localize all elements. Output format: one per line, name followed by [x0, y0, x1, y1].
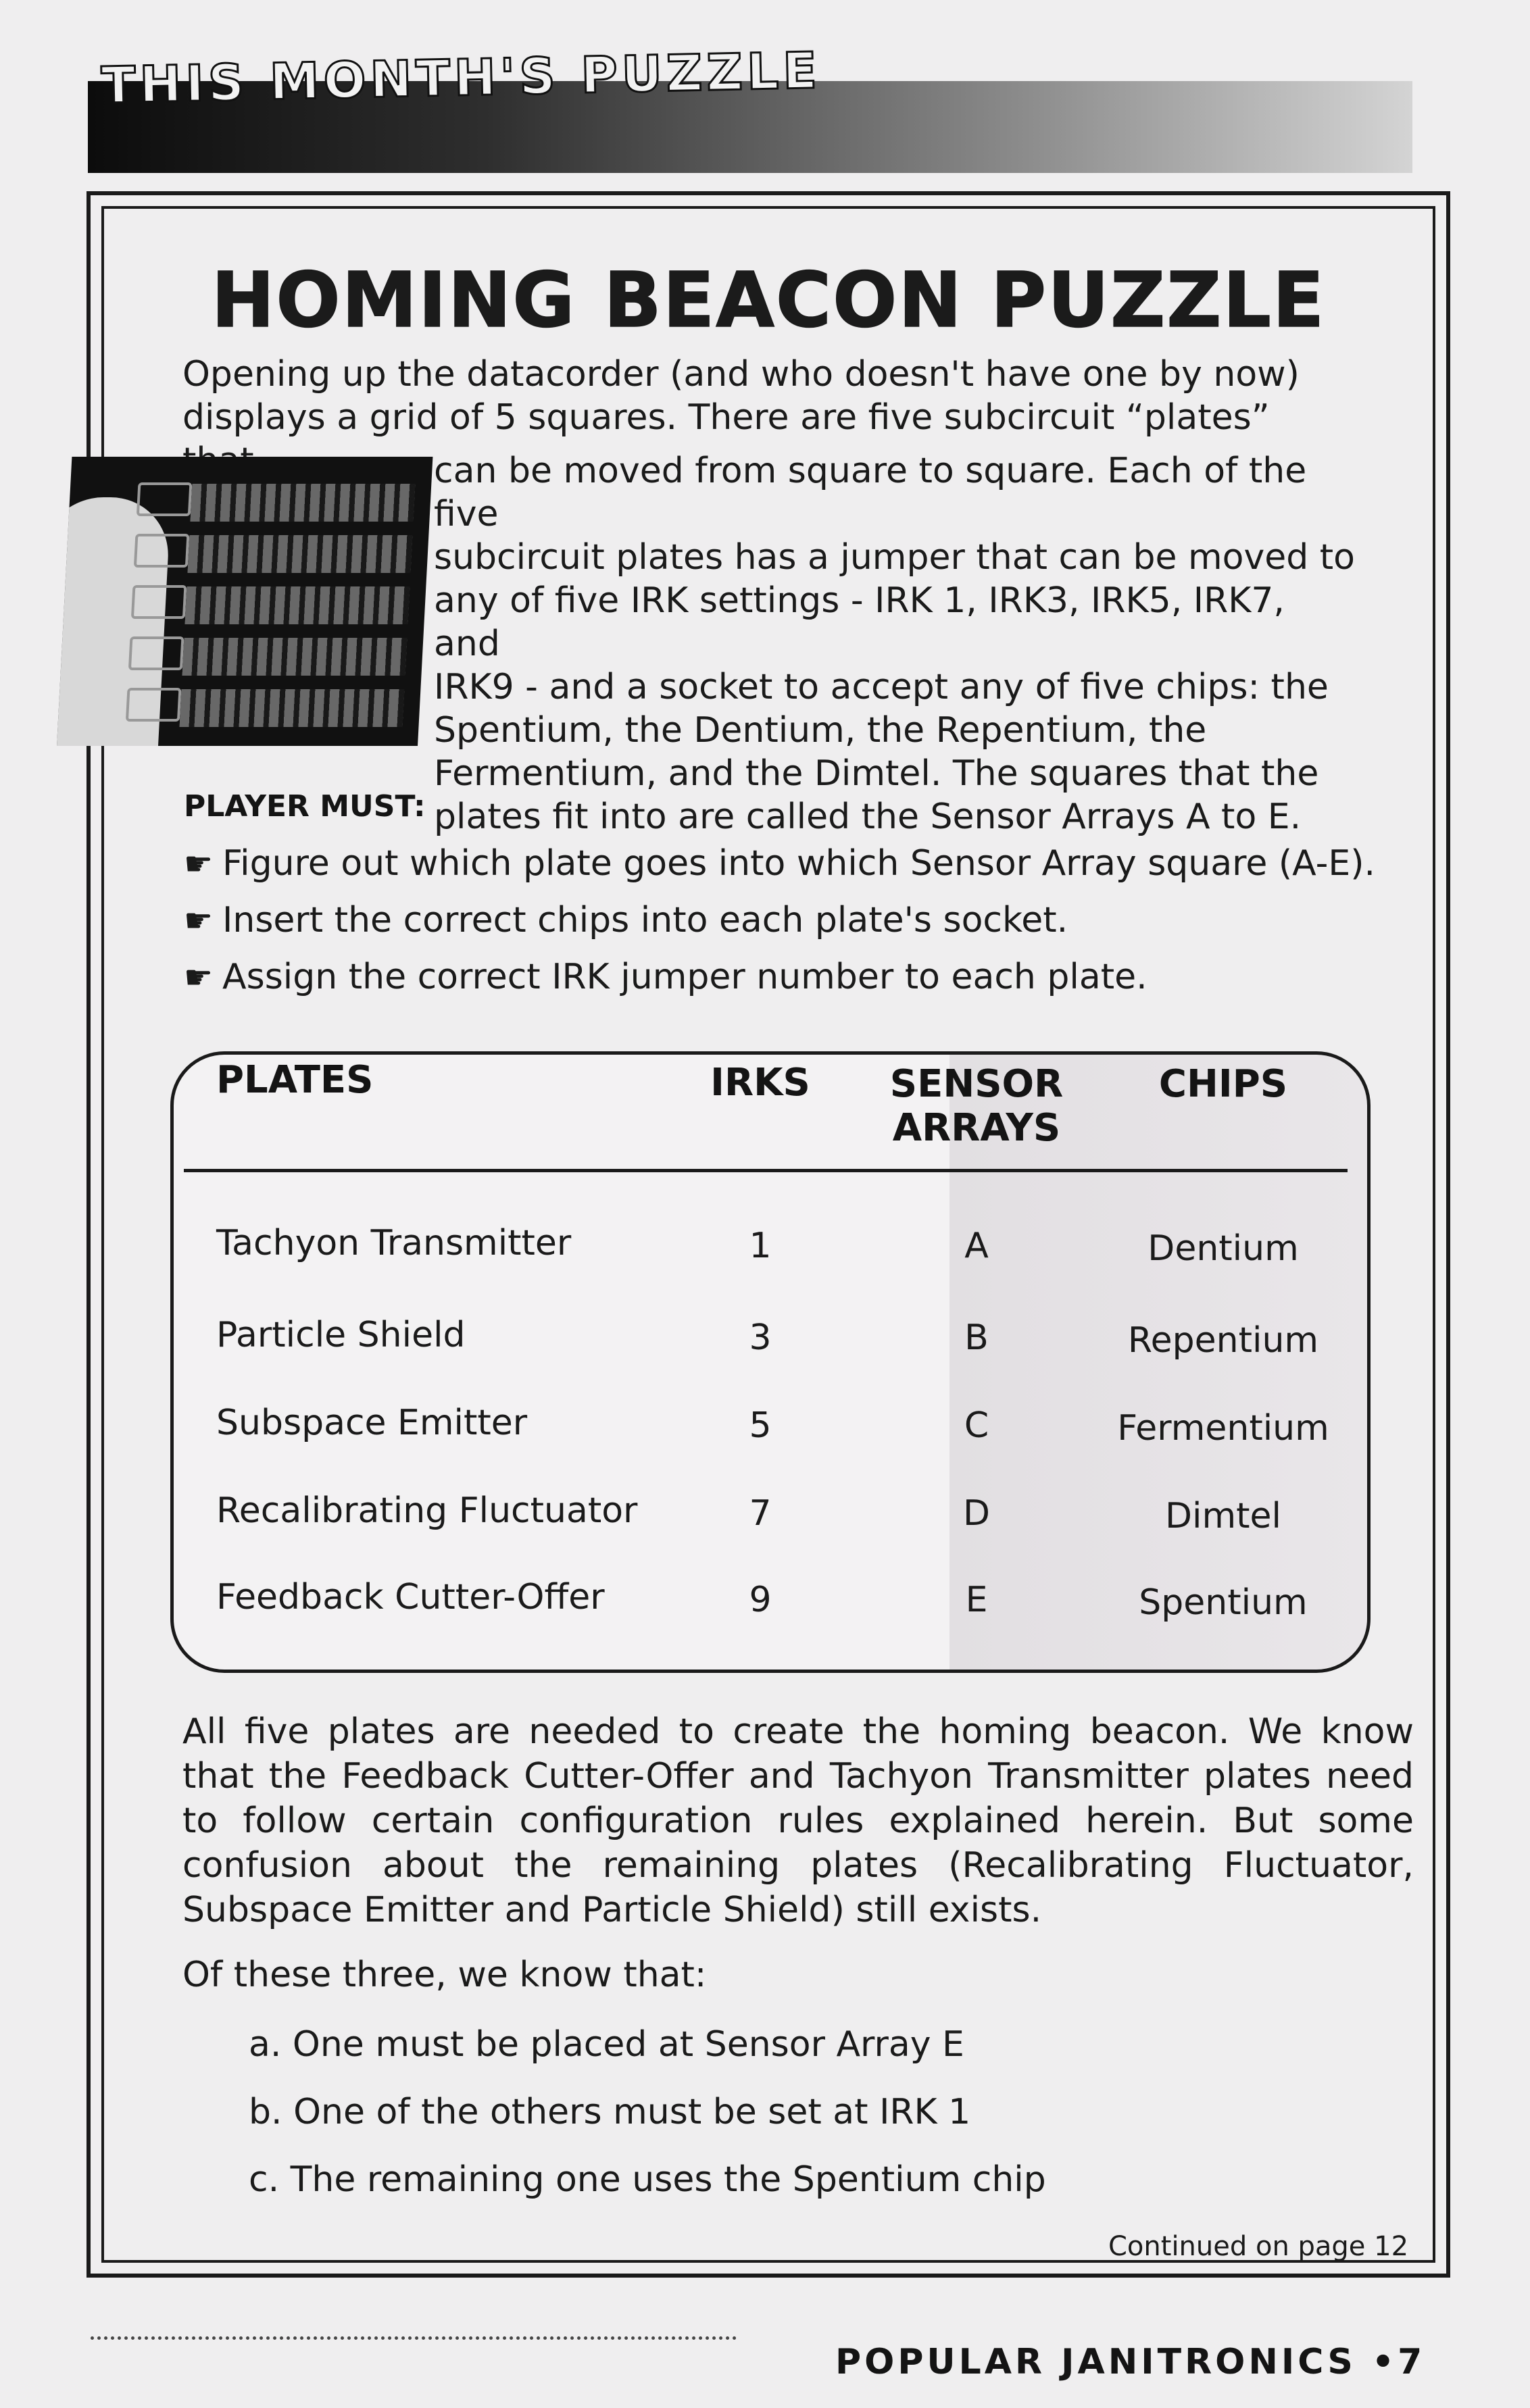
- cell-irk: 5: [749, 1405, 772, 1446]
- cell-irk: 7: [749, 1493, 772, 1534]
- header-sensor-arrays: SENSOR ARRAYS: [889, 1062, 1064, 1150]
- header-irks: IRKS: [710, 1061, 810, 1105]
- pointing-hand-icon: ☛: [184, 959, 214, 997]
- intro-line: Spentium, the Dentium, the Repentium, the: [434, 710, 1207, 751]
- intro-line: subcircuit plates has a jumper that can be moved to: [434, 537, 1355, 578]
- socket-icon: [131, 585, 187, 619]
- intro-line: IRK9 - and a socket to accept any of five chips: the: [434, 667, 1329, 707]
- table-divider: [184, 1169, 1348, 1172]
- intro-line: any of five IRK settings - IRK 1, IRK3, IRK5, IRK7, and: [434, 580, 1285, 664]
- cell-chip: Fermentium: [1117, 1408, 1329, 1449]
- intro-line: Fermentium, and the Dimtel. The squares that the: [434, 753, 1319, 794]
- magazine-name: POPULAR JANITRONICS: [835, 2342, 1356, 2382]
- cell-plate: Recalibrating Fluctuator: [216, 1490, 638, 1531]
- cell-array: E: [965, 1580, 988, 1620]
- continued-note: Continued on page 12: [1108, 2231, 1409, 2262]
- socket-icon: [128, 636, 184, 670]
- player-must-label: PLAYER MUST:: [184, 789, 426, 824]
- header-plates: PLATES: [216, 1058, 374, 1102]
- intro-paragraph-wrap: [434, 449, 1360, 838]
- header-chips: CHIPS: [1158, 1062, 1288, 1106]
- puzzle-title: HOMING BEACON PUZZLE: [211, 257, 1326, 345]
- cell-array: B: [964, 1318, 989, 1358]
- cell-chip: Dentium: [1148, 1228, 1299, 1269]
- body-lead: Of these three, we know that:: [182, 1955, 707, 1995]
- plate-slot: [187, 535, 412, 573]
- page-number: 7: [1398, 2342, 1426, 2382]
- intro-line: Opening up the datacorder (and who doesn't have one by now): [182, 354, 1300, 395]
- pointing-hand-icon: ☛: [184, 845, 214, 883]
- body-paragraph: All five plates are needed to create the homing beacon. We know that the Feedback Cutter-Offer and Tachyon Transmitter plates need to follow certain configuration rules explained herein. But some confusion about the remaining plates (Recalibrating Fluctuator, Subspace Emitter and Particle Shield) still exists.: [182, 1711, 1414, 1930]
- pointing-hand-icon: ☛: [184, 902, 214, 940]
- plate-slot: [190, 484, 415, 522]
- section-title: THIS MONTH'S PUZZLE: [101, 41, 822, 115]
- cell-irk: 1: [749, 1226, 772, 1266]
- intro-line: can be moved from square to square. Each of the five: [434, 451, 1307, 534]
- clue-item: a. One must be placed at Sensor Array E: [249, 2024, 964, 2065]
- plate-slot: [182, 638, 407, 676]
- cell-array: C: [964, 1405, 989, 1446]
- intro-line: displays a grid of 5 squares. There are five subcircuit “plates”: [182, 397, 1270, 438]
- page-footer: [835, 2342, 1425, 2382]
- socket-icon: [134, 534, 190, 568]
- clue-item: c. The remaining one uses the Spentium chip: [249, 2159, 1046, 2200]
- cell-plate: Subspace Emitter: [216, 1403, 528, 1443]
- footer-dotted-rule: [91, 2336, 737, 2340]
- cell-chip: Spentium: [1139, 1582, 1308, 1623]
- plate-slot: [179, 689, 404, 727]
- instruction-item: ☛ Insert the correct chips into each plate's socket.: [184, 900, 1068, 940]
- cell-plate: Tachyon Transmitter: [216, 1223, 572, 1263]
- cell-irk: 3: [749, 1318, 772, 1358]
- plate-slot: [184, 586, 410, 624]
- cell-irk: 9: [749, 1580, 772, 1620]
- cell-array: D: [962, 1493, 991, 1534]
- cell-chip: Dimtel: [1165, 1496, 1281, 1536]
- cell-plate: Particle Shield: [216, 1315, 466, 1355]
- instruction-item: ☛ Figure out which plate goes into which Sensor Array square (A-E).: [184, 843, 1376, 884]
- cell-chip: Repentium: [1127, 1320, 1319, 1361]
- cell-array: A: [964, 1226, 989, 1266]
- footer-separator: •: [1371, 2342, 1398, 2382]
- cell-plate: Feedback Cutter-Offer: [216, 1577, 605, 1617]
- instruction-item: ☛ Assign the correct IRK jumper number to each plate.: [184, 957, 1148, 997]
- socket-icon: [137, 482, 193, 516]
- datacorder-photo: [57, 457, 433, 746]
- intro-line: plates fit into are called the Sensor Arrays A to E.: [434, 797, 1302, 837]
- socket-icon: [126, 688, 182, 722]
- clue-item: b. One of the others must be set at IRK 1: [249, 2092, 971, 2132]
